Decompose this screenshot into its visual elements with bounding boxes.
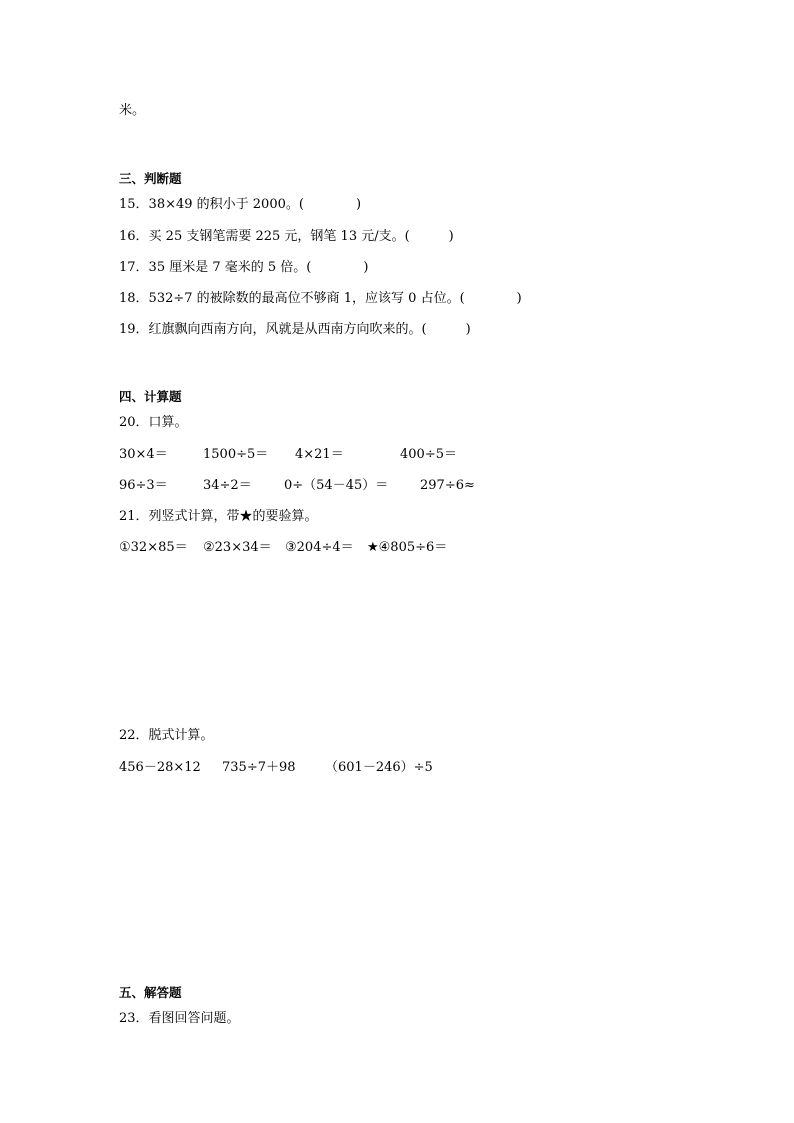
section-3-heading: 三、判断题 bbox=[119, 171, 182, 186]
vertical-calc-item: ①32×85＝ bbox=[119, 540, 188, 555]
mental-math-item: 297÷6≈ bbox=[420, 478, 475, 493]
question-23: 23．看图回答问题。 bbox=[119, 1011, 240, 1026]
step-calc-item: 735÷7＋98 bbox=[222, 760, 296, 775]
question-17: 17．35 厘米是 7 毫米的 5 倍。( ) bbox=[119, 260, 369, 275]
vertical-calc-item: ★④805÷6＝ bbox=[367, 540, 448, 555]
step-calc-item: 456－28×12 bbox=[119, 760, 201, 775]
vertical-calc-item: ③204÷4＝ bbox=[285, 540, 354, 555]
step-calc-item: （601－246）÷5 bbox=[325, 760, 433, 775]
mental-math-item: 400÷5＝ bbox=[400, 447, 457, 462]
question-20-title: 20．口算。 bbox=[119, 415, 188, 430]
mental-math-item: 96÷3＝ bbox=[119, 478, 168, 493]
question-19: 19．红旗飘向西南方向，风就是从西南方向吹来的。( ) bbox=[119, 322, 471, 337]
continuation-text: 米。 bbox=[119, 103, 146, 118]
question-22-title: 22．脱式计算。 bbox=[119, 728, 214, 743]
mental-math-item: 4×21＝ bbox=[295, 447, 344, 462]
question-18: 18．532÷7 的被除数的最高位不够商 1，应该写 0 占位。( ) bbox=[119, 291, 522, 306]
mental-math-item: 1500÷5＝ bbox=[203, 447, 269, 462]
section-5-heading: 五、解答题 bbox=[119, 985, 182, 1000]
section-4-heading: 四、计算题 bbox=[119, 389, 182, 404]
mental-math-item: 30×4＝ bbox=[119, 447, 168, 462]
vertical-calc-item: ②23×34＝ bbox=[203, 540, 272, 555]
question-21-title: 21．列竖式计算，带★的要验算。 bbox=[119, 509, 318, 524]
mental-math-item: 34÷2＝ bbox=[203, 478, 252, 493]
mental-math-item: 0÷（54－45）＝ bbox=[284, 478, 389, 493]
question-16: 16．买 25 支钢笔需要 225 元，钢笔 13 元/支。( ) bbox=[119, 229, 454, 244]
question-15: 15．38×49 的积小于 2000。( ) bbox=[119, 197, 362, 212]
